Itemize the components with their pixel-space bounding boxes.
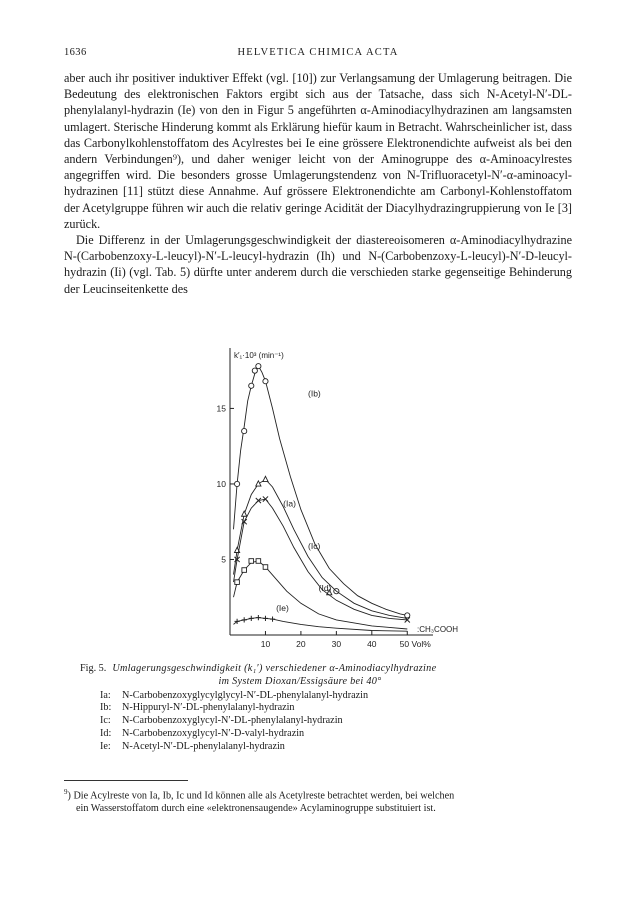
legend-key: Ie:: [100, 740, 111, 752]
legend-key: Id:: [100, 727, 112, 739]
legend-text: N-Carbobenzoxyglycyl-N′-DL-phenylalanyl-hydrazin: [122, 715, 343, 727]
footnote-rule: [64, 780, 188, 781]
series-label: (Ib): [308, 388, 321, 399]
data-point: [249, 559, 254, 564]
x-tick-label: 30: [331, 639, 342, 649]
legend-key: Ib:: [100, 702, 112, 714]
y-tick-label: 5: [221, 554, 226, 565]
data-point: [242, 511, 247, 516]
data-point: [263, 565, 268, 570]
data-point: [242, 568, 247, 573]
x-tick-label: 50 Vol%: [399, 639, 431, 649]
data-point: [249, 616, 254, 621]
footnote: $^9$) Die Acylreste von Ia, Ib, Ic und Id können alle als Acetylreste betrachtet werden, bei welchen ein Wasserstoffatom durch eine «elektronensaugende» Acylaminogruppe substituiert ist.: [64, 786, 572, 815]
data-point: [263, 616, 268, 621]
figure-caption: [80, 663, 560, 754]
legend-entry: [80, 702, 560, 715]
journal-title: HELVETICA CHIMICA ACTA: [237, 47, 399, 58]
page-number: 1636: [64, 47, 87, 58]
y-axis-label: k′₁·10³ (min⁻¹): [234, 351, 284, 360]
footnote-line-1: Die Acylreste von Ia, Ib, Ic und Id können alle als Acetylreste betrachtet werden, bei welchen: [73, 790, 455, 802]
data-point: [256, 615, 261, 620]
legend-key: Ic:: [100, 715, 111, 727]
x-tick-label: 40: [367, 639, 377, 649]
data-point: [235, 580, 240, 585]
series-label: (Ic): [308, 540, 321, 551]
figure-number: Fig. 5.: [80, 663, 107, 674]
rate-chart: [180, 340, 480, 658]
paragraph-1: aber auch ihr positiver induktiver Effekt (vgl. [10]) zur Verlangsamung der Umlagerung beitragen. Die Bedeutung des elektronischen Faktors ergibt sich aus der Tatsache, dass sich N-Acetyl-N′-DL-phenylalanyl-hydrazin (Ie) von den in Figur 5 angeführten α-Aminodiacylhydrazinen am langsamsten umlagert. Sterische Hinderung kommt als Erklärung hiefür kaum in Betracht. Wahrscheinlicher ist, dass das Carbonylkohlenstoffatom des Acylrestes bei Ie eine grössere Elektronendichte aufweist als bei den andern Verbindungen⁹), und daher weniger leicht von der Aminogruppe des α-Aminoacylrestes angegriffen wird. Die besonders grosse Umlagerungstendenz von N-Trifluoracetyl-N′-α-aminoacyl-hydrazinen [11] stützt diese Annahme. Auf grössere Elektronendichte am Carbonyl-Kohlenstoffatom der Acetylgruppe führen wir auch die relativ geringe Acidität der Diacylhydrazingruppierung von Ie [3] zurück.: [64, 71, 572, 231]
legend-text: N-Acetyl-N′-DL-phenylalanyl-hydrazin: [122, 740, 285, 752]
data-point: [270, 617, 275, 622]
data-point: [242, 617, 247, 622]
legend-key: Ia:: [100, 689, 111, 701]
x-axis-end-label: :CH₃COOH: [417, 625, 459, 634]
legend-text: N-Hippuryl-N′-DL-phenylalanyl-hydrazin: [122, 702, 295, 714]
footnote-mark: 9: [64, 788, 68, 796]
series-line: [234, 618, 408, 632]
data-point: [263, 476, 268, 481]
figure-title: Umlagerungsgeschwindigkeit (k₁′) verschiedener α-Aminodiacylhydrazine: [112, 663, 437, 674]
legend-entry: [80, 690, 560, 703]
y-tick-label: 10: [216, 478, 226, 489]
legend-entry: [80, 715, 560, 728]
series-label: (Ia): [283, 498, 296, 509]
data-point: [256, 481, 261, 486]
series-line: [234, 366, 408, 615]
figure-legend: [80, 690, 560, 754]
legend-entry: [80, 728, 560, 741]
data-point: [242, 428, 247, 433]
paragraph-2: Die Differenz in der Umlagerungsgeschwindigkeit der diastereoisomeren α-Aminodiacylhydrazine N-(Carbobenzoxy-L-leucyl)-N′-L-leucyl-hydrazin (Ih) und N-(Carbobenzoxy-L-leucyl)-N′-D-leucyl-hydrazin (Ii) (vgl. Tab. 5) dürfte unter anderem durch die verschieden starke gegenseitige Behinderung der Leucinseitenkette des: [64, 233, 572, 296]
y-tick-label: 15: [216, 403, 226, 414]
legend-text: N-Carbobenzoxyglycyl-N′-D-valyl-hydrazin: [122, 727, 305, 739]
series-label: (Id): [318, 583, 332, 594]
running-header: [64, 47, 572, 63]
data-point: [256, 559, 261, 564]
data-point: [263, 379, 268, 384]
data-point: [234, 481, 239, 486]
x-tick-label: 20: [296, 639, 306, 649]
series-label: (Ie): [276, 602, 289, 613]
x-tick-label: 10: [260, 639, 271, 649]
series-line: [234, 561, 408, 629]
body-text: [64, 70, 572, 297]
figure-subtitle: im System Dioxan/Essigsäure bei 40°: [218, 675, 382, 687]
data-point: [252, 368, 257, 373]
data-point: [256, 364, 261, 369]
data-point: [249, 383, 254, 388]
data-point: [405, 613, 410, 618]
legend-entry: [80, 741, 560, 754]
legend-text: N-Carbobenzoxyglycylglycyl-N′-DL-phenylalanyl-hydrazin: [122, 689, 369, 701]
footnote-line-2: ein Wasserstoffatom durch eine «elektronensaugende» Acylaminogruppe substituiert ist.: [76, 803, 436, 815]
